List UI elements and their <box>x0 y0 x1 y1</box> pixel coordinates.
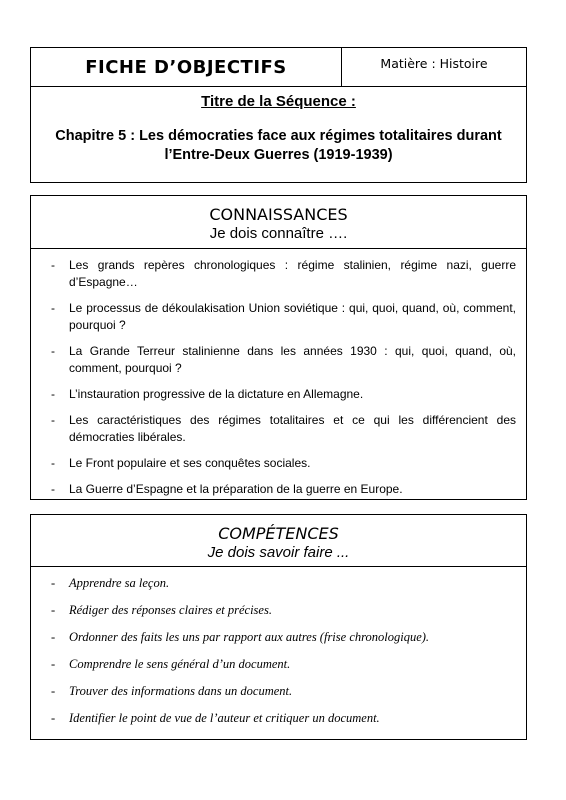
bullet-dash: - <box>51 301 55 315</box>
bullet-dash: - <box>51 258 55 272</box>
competences-subtitle: Je dois savoir faire ... <box>207 544 350 561</box>
bullet-dash: - <box>51 387 55 401</box>
sequence-label: Titre de la Séquence : <box>201 93 356 110</box>
competences-header <box>31 515 526 567</box>
list-item-text: Les grands repères chronologiques : régime stalinien, régime nazi, guerre d’Espagne… <box>69 258 516 289</box>
list-item-text: Le processus de dékoulakisation Union soviétique : qui, quoi, quand, où, comment, pourquoi ? <box>69 301 516 332</box>
bullet-dash: - <box>51 576 56 590</box>
list-item <box>51 300 516 334</box>
header-top-row <box>31 48 526 87</box>
list-item-text: Ordonner des faits les uns par rapport aux autres (frise chronologique). <box>69 630 430 644</box>
competences-title: COMPÉTENCES <box>218 524 339 543</box>
chapter-title: Chapitre 5 : Les démocraties face aux régimes totalitaires durant l’Entre-Deux Guerres (1919-1939) <box>55 128 502 163</box>
bullet-dash: - <box>51 603 56 617</box>
list-item-text: Trouver des informations dans un document. <box>69 684 293 698</box>
knowledge-title: CONNAISSANCES <box>209 205 348 224</box>
list-item <box>51 257 516 291</box>
list-item-text: Les caractéristiques des régimes totalitaires et ce qui les différencient des démocraties libérales. <box>69 413 516 444</box>
list-item <box>51 386 516 403</box>
competences-list <box>31 567 526 727</box>
bullet-dash: - <box>51 684 56 698</box>
list-item <box>51 710 516 727</box>
list-item <box>51 481 516 498</box>
list-item <box>51 656 516 673</box>
list-item-text: Rédiger des réponses claires et précises. <box>69 603 272 617</box>
bullet-dash: - <box>51 344 55 358</box>
knowledge-subtitle: Je dois connaître …. <box>209 225 348 242</box>
list-item <box>51 575 516 592</box>
list-item <box>51 343 516 377</box>
list-item-text: Le Front populaire et ses conquêtes sociales. <box>69 456 311 470</box>
list-item-text: La Guerre d’Espagne et la préparation de la guerre en Europe. <box>69 482 403 496</box>
bullet-dash: - <box>51 482 55 496</box>
header-box <box>30 47 527 183</box>
list-item <box>51 602 516 619</box>
bullet-dash: - <box>51 630 56 644</box>
competences-section <box>30 514 527 740</box>
bullet-dash: - <box>51 456 55 470</box>
list-item-text: L’instauration progressive de la dictature en Allemagne. <box>69 387 364 401</box>
document-title: FICHE D’OBJECTIFS <box>31 48 342 86</box>
list-item <box>51 455 516 472</box>
knowledge-list <box>31 249 526 498</box>
list-item-text: Identifier le point de vue de l’auteur et critiquer un document. <box>69 711 380 725</box>
bullet-dash: - <box>51 413 55 427</box>
list-item <box>51 412 516 446</box>
bullet-dash: - <box>51 657 56 671</box>
list-item <box>51 629 516 646</box>
bullet-dash: - <box>51 711 56 725</box>
list-item <box>51 683 516 700</box>
knowledge-section <box>30 195 527 500</box>
list-item-text: Comprendre le sens général d’un document. <box>69 657 291 671</box>
list-item-text: La Grande Terreur stalinienne dans les années 1930 : qui, quoi, quand, où, comment, pourquoi ? <box>69 344 516 375</box>
knowledge-header <box>31 196 526 249</box>
list-item-text: Apprendre sa leçon. <box>69 576 170 590</box>
subject-label: Matière : Histoire <box>380 56 488 71</box>
